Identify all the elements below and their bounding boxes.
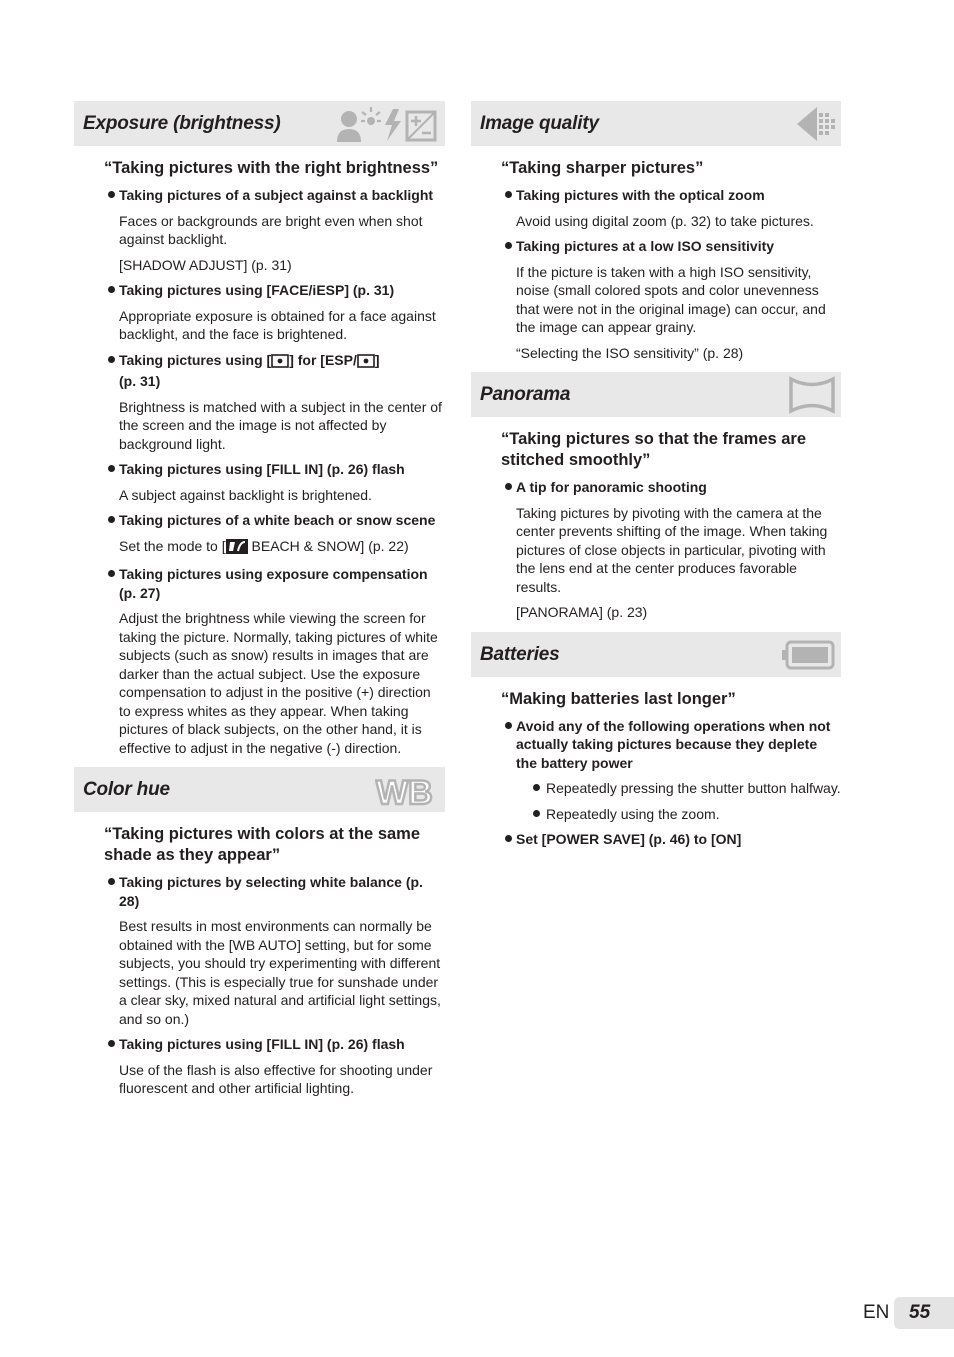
exposure-bullet-fill-in: Taking pictures using [FILL IN] (p. 26) flash bbox=[74, 460, 445, 479]
panorama-title: Panorama bbox=[480, 384, 571, 405]
batteries-subbullet-shutter: Repeatedly pressing the shutter button halfway. bbox=[471, 779, 841, 798]
page-footer bbox=[858, 1297, 954, 1329]
exposure-spot-text-b: ] for [ESP/ bbox=[289, 351, 357, 368]
exposure-title: Exposure (brightness) bbox=[83, 113, 281, 134]
spot-metering-icon-2 bbox=[357, 354, 375, 373]
imagequality-bullet-optical-zoom: Taking pictures with the optical zoom bbox=[471, 186, 841, 205]
exposure-bullet-face-iesp: Taking pictures using [FACE/iESP] (p. 31) bbox=[74, 281, 445, 300]
colorhue-wb-text: Best results in most environments can normally be obtained with the [WB AUTO] setting, but for some subjects, you should try experimenting with different settings. (This is especially true for sunshade under a clear sky, mixed natural and artificial light settings, and so on.) bbox=[119, 918, 441, 1027]
page-number: 55 bbox=[909, 1302, 931, 1323]
imagequality-optical-zoom-text: Avoid using digital zoom (p. 32) to take pictures. bbox=[516, 212, 814, 229]
spot-metering-icon bbox=[271, 354, 289, 373]
imagequality-header bbox=[471, 101, 841, 146]
exposure-spot-text-a: Taking pictures using [ bbox=[119, 351, 272, 368]
exposure-backlight-ref: [SHADOW ADJUST] (p. 31) bbox=[119, 256, 292, 273]
exposure-spot-desc: Brightness is matched with a subject in the center of the screen and the image is not affected by background light. bbox=[119, 398, 442, 452]
left-column bbox=[74, 101, 445, 1098]
exposure-bullet-beach-snow: Taking pictures of a white beach or snow scene bbox=[74, 511, 445, 530]
exposure-spot-text-d: (p. 31) bbox=[119, 373, 161, 389]
language-label: EN bbox=[863, 1302, 890, 1323]
imagequality-iso-ref: “Selecting the ISO sensitivity” (p. 28) bbox=[516, 344, 744, 361]
battery-icon bbox=[781, 636, 835, 674]
exposure-beach-text-b: BEACH & SNOW] (p. 22) bbox=[247, 537, 409, 554]
panorama-header bbox=[471, 372, 841, 417]
image-quality-icon bbox=[795, 105, 835, 143]
batteries-subhead: “Making batteries last longer” bbox=[501, 689, 736, 708]
panorama-bullet-tip: A tip for panoramic shooting bbox=[471, 478, 841, 497]
colorhue-header bbox=[74, 767, 445, 812]
person-sun-flash-exposure-icon bbox=[335, 105, 439, 143]
panorama-tip-text: Taking pictures by pivoting with the camera at the center prevents shifting of the image. When taking pictures of close objects in particular, pivoting with the lens end at the center produces favorable results. bbox=[516, 504, 828, 595]
exposure-backlight-text: Faces or backgrounds are bright even when shot against backlight. bbox=[119, 212, 423, 247]
exposure-fill-in-text: A subject against backlight is brightened. bbox=[119, 486, 372, 503]
imagequality-iso-text: If the picture is taken with a high ISO sensitivity, noise (small colored spots and color unevenness that were not in the original image) can occur, and the image can appear grainy. bbox=[516, 263, 826, 335]
exposure-bullet-spot bbox=[74, 351, 445, 391]
page-number-box bbox=[894, 1297, 954, 1329]
imagequality-bullet-iso: Taking pictures at a low ISO sensitivity bbox=[471, 237, 841, 256]
colorhue-bullet-wb: Taking pictures by selecting white balance (p. 28) bbox=[74, 873, 445, 910]
batteries-subbullet-zoom: Repeatedly using the zoom. bbox=[471, 805, 841, 824]
colorhue-bullet-fill-in: Taking pictures using [FILL IN] (p. 26) flash bbox=[74, 1035, 445, 1054]
panorama-icon bbox=[789, 376, 835, 414]
exposure-beach-text-a: Set the mode to [ bbox=[119, 537, 226, 554]
exposure-bullet-compensation: Taking pictures using exposure compensation (p. 27) bbox=[74, 565, 445, 602]
colorhue-fill-in-text: Use of the flash is also effective for shooting under fluorescent and other artificial lighting. bbox=[119, 1061, 433, 1096]
panorama-subhead: “Taking pictures so that the frames are stitched smoothly” bbox=[501, 430, 807, 469]
batteries-title: Batteries bbox=[480, 643, 560, 665]
exposure-subhead: “Taking pictures with the right brightness” bbox=[104, 159, 439, 177]
wb-icon bbox=[375, 771, 439, 809]
right-column bbox=[471, 101, 841, 849]
exposure-face-iesp-text: Appropriate exposure is obtained for a face against backlight, and the face is brightened. bbox=[119, 307, 436, 342]
batteries-header bbox=[471, 632, 841, 677]
imagequality-subhead: “Taking sharper pictures” bbox=[501, 159, 704, 177]
beach-snow-icon bbox=[226, 539, 248, 559]
colorhue-title: Color hue bbox=[83, 779, 170, 800]
imagequality-title: Image quality bbox=[480, 113, 599, 134]
exposure-compensation-text: Adjust the brightness while viewing the screen for taking the picture. Normally, taking pictures of white subjects (such as snow) results in images that are darker than the actual subject. Use the exposure compensation to adjust in the positive (+) direction to express whites as they appear. When taking pictures of black subjects, on the other hand, it is effective to adjust in the negative (-) direction. bbox=[119, 610, 438, 756]
exposure-beach-snow-text bbox=[74, 537, 445, 559]
colorhue-subhead: “Taking pictures with colors at the same shade as they appear” bbox=[104, 825, 421, 864]
panorama-ref: [PANORAMA] (p. 23) bbox=[516, 604, 648, 620]
batteries-bullet-power-save: Set [POWER SAVE] (p. 46) to [ON] bbox=[471, 830, 841, 849]
exposure-spot-text-c: ] bbox=[374, 351, 380, 368]
exposure-bullet-backlight: Taking pictures of a subject against a backlight bbox=[74, 186, 445, 205]
exposure-header bbox=[74, 101, 445, 146]
batteries-bullet-avoid: Avoid any of the following operations when not actually taking pictures because they deplete the battery power bbox=[471, 717, 841, 773]
svg-text:WB: WB bbox=[376, 774, 433, 809]
